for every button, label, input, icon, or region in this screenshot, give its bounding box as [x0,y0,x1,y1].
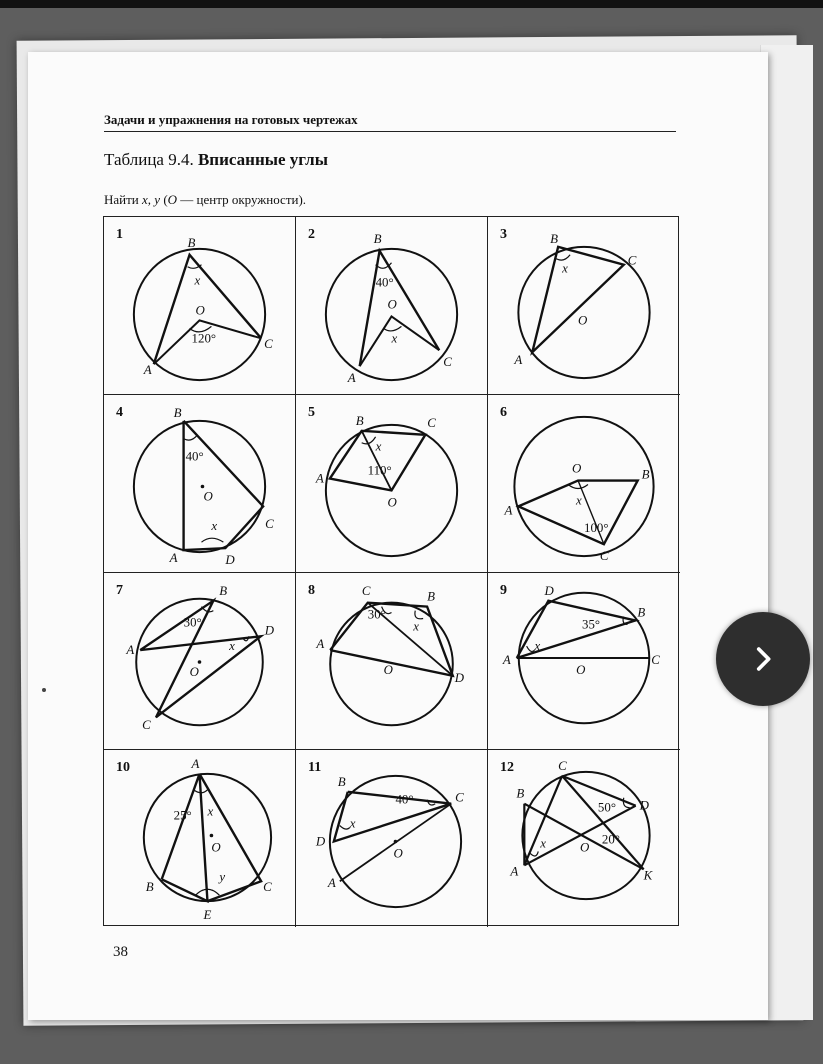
label-O: O [195,302,205,318]
label-B: B [550,230,559,246]
label-D: D [544,583,554,598]
label-B: B [355,412,364,428]
problem-grid [103,216,679,926]
problem-number: 10 [116,760,130,775]
label-B: B [219,583,228,598]
label-B: B [641,466,650,482]
label-C: C [443,354,452,370]
label-O: O [387,494,397,510]
problem-cell-6 [488,395,680,573]
label-C: C [651,652,660,667]
paper-speck [42,688,46,692]
label-x: x [229,639,235,654]
table-title-bold: Вписанные углы [197,150,328,169]
diagram-8 [296,573,487,749]
label-x: x [349,815,356,831]
label-D: D [639,797,650,813]
label-angle: 110° [367,462,392,478]
label-C: C [142,718,151,733]
label-C: C [558,757,567,773]
label-angle: 40° [185,448,204,464]
label-C: C [264,336,273,352]
problem-cell-5 [296,395,488,573]
problem-cell-11 [296,750,488,927]
label-O: O [189,664,199,679]
label-E: E [203,907,212,923]
problem-number: 6 [500,405,507,420]
running-head: Задачи и упражнения на готовых чертежах [104,112,676,132]
problem-cell-4 [104,395,296,573]
label-angle: 40° [395,791,414,807]
diagram-11 [296,750,487,927]
label-A: A [347,370,356,386]
label-A: A [514,352,523,368]
label-B: B [516,785,525,801]
table-title [104,150,328,170]
problem-number: 12 [500,760,514,775]
label-x: x [375,438,382,454]
label-angle-50: 50° [597,799,616,815]
label-angle-20: 20° [601,831,620,847]
problem-number: 1 [116,227,123,242]
label-A: A [510,863,519,879]
problem-cell-7 [104,573,296,750]
task-prefix: Найти [104,192,139,207]
label-C: C [361,583,371,598]
diagram-4 [104,395,295,572]
problem-number: 5 [308,405,315,420]
problem-cell-12 [488,750,680,927]
label-x: x [534,639,541,654]
task-open: ( [163,192,168,207]
label-A: A [502,652,511,667]
task-vars: x, y [142,192,161,207]
diagram-7 [104,573,295,749]
label-C: C [455,789,464,805]
label-angle: 120° [191,330,217,346]
problem-cell-3 [488,217,680,395]
chevron-right-icon [746,642,780,676]
label-x: x [207,803,214,819]
label-A: A [126,643,135,658]
label-angle: 100° [584,520,609,536]
label-B: B [373,230,382,246]
label-C: C [627,252,637,268]
diagram-9 [488,573,680,749]
label-x: x [211,518,218,534]
label-O: O [572,460,582,476]
label-O: O [393,845,403,861]
page-number: 38 [113,944,128,960]
problem-number: 8 [308,583,315,598]
problem-cell-9 [488,573,680,750]
label-A: A [327,875,336,891]
problem-number: 7 [116,583,123,598]
diagram-5 [296,395,487,572]
label-angle: 40° [375,274,394,290]
task-statement [104,192,306,208]
label-A: A [315,470,324,486]
label-y: y [219,869,226,885]
diagram-1 [104,217,295,394]
diagram-2 [296,217,487,394]
problem-number: 2 [308,227,315,242]
label-B: B [427,589,435,604]
label-O: O [203,488,213,504]
label-C: C [599,548,609,564]
task-rest: — центр окружности). [180,192,307,207]
label-A: A [169,550,178,566]
label-B: B [637,605,646,620]
diagram-3 [488,217,680,394]
label-D: D [264,623,275,638]
viewer-top-bar [0,0,823,8]
label-B: B [173,404,182,420]
problem-number: 4 [116,405,123,420]
label-B: B [337,773,346,789]
label-D: D [225,552,235,568]
problem-cell-2 [296,217,488,395]
problem-cell-10 [104,750,296,927]
label-x: x [194,272,201,288]
label-x: x [576,492,582,508]
label-O: O [578,312,588,328]
next-page-button[interactable] [716,612,810,706]
task-center: O [167,192,178,207]
label-A: A [504,502,513,518]
label-x: x [540,835,546,851]
label-A: A [316,637,325,652]
problem-number: 3 [500,227,507,242]
diagram-10 [104,750,295,927]
problem-cell-8 [296,573,488,750]
label-O: O [383,662,393,677]
label-O: O [387,296,397,312]
label-B: B [145,879,154,895]
label-angle: 25° [173,807,192,823]
problem-number: 9 [500,583,507,598]
label-O: O [576,662,586,677]
label-C: C [265,516,274,532]
label-angle: 30° [367,607,386,622]
label-C: C [427,414,436,430]
label-x: x [413,619,419,634]
label-D: D [315,833,326,849]
label-O: O [580,839,590,855]
label-O: O [211,839,221,855]
label-C: C [263,879,272,895]
label-A: A [191,755,200,771]
problem-cell-1 [104,217,296,395]
label-x: x [562,260,568,276]
label-K: K [643,867,653,883]
diagram-12 [488,750,680,927]
diagram-6 [488,395,680,572]
label-A: A [143,362,152,378]
label-D: D [454,670,465,685]
label-B: B [187,234,196,250]
problem-number: 11 [308,760,322,775]
table-title-prefix: Таблица 9.4. [104,150,194,169]
label-angle: 35° [582,617,601,632]
label-angle: 30° [183,615,202,630]
label-x: x [391,330,398,346]
